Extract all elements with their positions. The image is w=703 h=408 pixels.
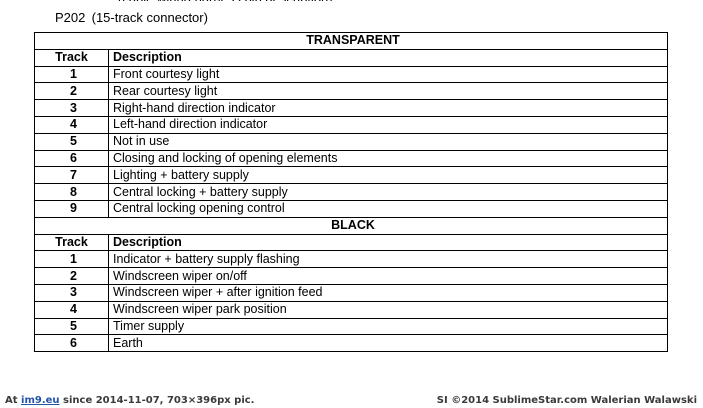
table-row <box>35 184 668 201</box>
track-description: Central locking opening control <box>109 200 668 217</box>
track-description: Right-hand direction indicator <box>109 100 668 117</box>
clipped-top-text <box>118 0 333 1</box>
track-description: Not in use <box>109 133 668 150</box>
table-row <box>35 200 668 217</box>
section-title: BLACK <box>35 217 668 234</box>
table-row <box>35 133 668 150</box>
footer-left <box>5 395 254 406</box>
table-row <box>35 100 668 117</box>
track-description: Indicator + battery supply flashing <box>109 251 668 268</box>
track-number: 2 <box>35 268 109 285</box>
track-number: 1 <box>35 66 109 83</box>
track-description: Closing and locking of opening elements <box>109 150 668 167</box>
track-number: 5 <box>35 133 109 150</box>
track-description: Windscreen wiper park position <box>109 301 668 318</box>
column-header-row <box>35 234 668 251</box>
connector-description: (15-track connector) <box>91 10 208 25</box>
connector-heading <box>55 10 208 25</box>
pin-table-body <box>35 33 668 352</box>
track-description: Lighting + battery supply <box>109 167 668 184</box>
section-row <box>35 33 668 50</box>
track-number: 3 <box>35 284 109 301</box>
track-number: 7 <box>35 167 109 184</box>
table-row <box>35 268 668 285</box>
track-description: Earth <box>109 335 668 352</box>
track-description: Front courtesy light <box>109 66 668 83</box>
table-row <box>35 167 668 184</box>
section-title: TRANSPARENT <box>35 33 668 50</box>
section-row <box>35 217 668 234</box>
track-number: 5 <box>35 318 109 335</box>
track-column-header: Track <box>35 234 109 251</box>
footer-site-link[interactable]: im9.eu <box>21 395 60 406</box>
table-row <box>35 66 668 83</box>
track-description: Rear courtesy light <box>109 83 668 100</box>
track-number: 1 <box>35 251 109 268</box>
track-number: 6 <box>35 150 109 167</box>
track-description: Windscreen wiper + after ignition feed <box>109 284 668 301</box>
track-number: 3 <box>35 100 109 117</box>
table-row <box>35 116 668 133</box>
table-row <box>35 150 668 167</box>
footer-bar <box>0 394 703 408</box>
track-number: 6 <box>35 335 109 352</box>
footer-prefix: At <box>5 395 18 406</box>
footer-suffix: since 2014-11-07, 703×396px pic. <box>63 395 255 406</box>
track-number: 2 <box>35 83 109 100</box>
pin-table <box>34 32 668 352</box>
table-row <box>35 318 668 335</box>
table-row <box>35 301 668 318</box>
track-number: 4 <box>35 116 109 133</box>
track-description: Windscreen wiper on/off <box>109 268 668 285</box>
table-row <box>35 83 668 100</box>
footer-credit: SI ©2014 SublimeStar.com Walerian Walawski <box>436 395 697 406</box>
track-description: Central locking + battery supply <box>109 184 668 201</box>
connector-code: P202 <box>55 10 86 25</box>
track-number: 4 <box>35 301 109 318</box>
table-row <box>35 335 668 352</box>
column-header-row <box>35 49 668 66</box>
description-column-header: Description <box>109 234 668 251</box>
track-number: 9 <box>35 200 109 217</box>
track-column-header: Track <box>35 49 109 66</box>
description-column-header: Description <box>109 49 668 66</box>
table-row <box>35 251 668 268</box>
track-description: Left-hand direction indicator <box>109 116 668 133</box>
track-number: 8 <box>35 184 109 201</box>
track-description: Timer supply <box>109 318 668 335</box>
table-row <box>35 284 668 301</box>
